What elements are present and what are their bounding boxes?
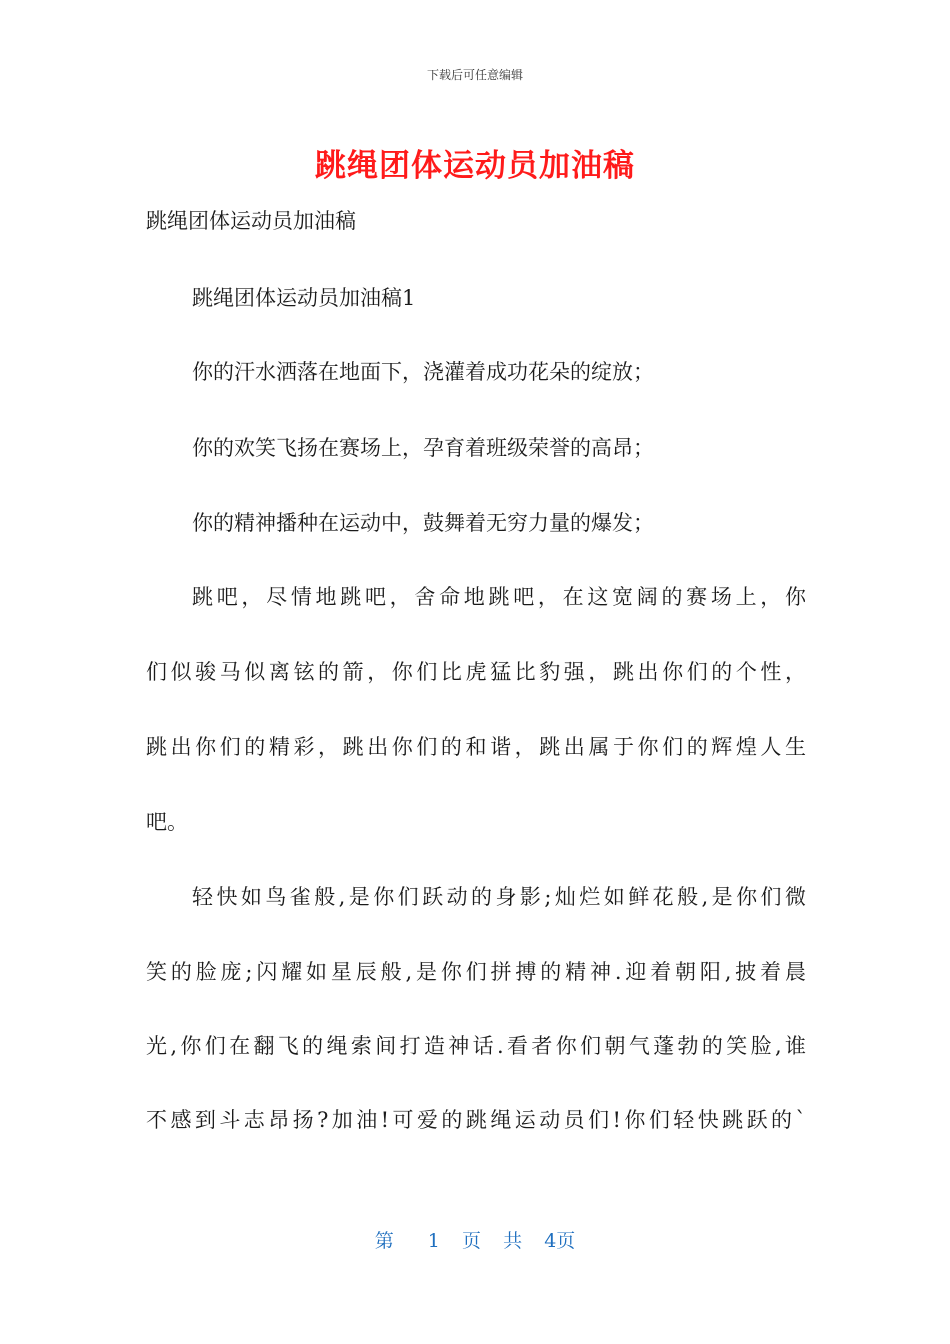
footer-label-gong: 共 (503, 1230, 523, 1252)
page-header-note: 下载后可任意编辑 (426, 68, 523, 82)
verse-line: 你的欢笑飞扬在赛场上，孕育着班级荣誉的高昂； (192, 436, 654, 460)
paragraph-line: 光,你们在翻飞的绳索间打造神话.看者你们朝气蓬勃的笑脸,谁 (146, 1034, 806, 1058)
footer-label-ye: 页 (461, 1230, 481, 1252)
footer-total-pages: 4页 (544, 1230, 576, 1252)
document-subtitle: 跳绳团体运动员加油稿 (146, 209, 356, 233)
paragraph-line: 吧。 (146, 810, 188, 834)
section-heading: 跳绳团体运动员加油稿1 (192, 286, 416, 310)
page-footer (0, 1226, 950, 1253)
verse-line: 你的汗水洒落在地面下，浇灌着成功花朵的绽放； (192, 360, 654, 384)
paragraph-line: 笑的脸庞;闪耀如星辰般,是你们拼搏的精神.迎着朝阳,披着晨 (146, 960, 806, 984)
paragraph-line: 跳吧，尽情地跳吧，舍命地跳吧，在这宽阔的赛场上，你 (192, 585, 806, 609)
paragraph-line: 不感到斗志昂扬?加油!可爱的跳绳运动员们!你们轻快跳跃的` (146, 1108, 806, 1132)
document-title: 跳绳团体运动员加油稿 (315, 148, 635, 184)
paragraph-line: 们似骏马似离铉的箭，你们比虎猛比豹强，跳出你们的个性， (146, 660, 806, 684)
footer-page-number: 1 (427, 1230, 440, 1252)
verse-line: 你的精神播种在运动中，鼓舞着无穷力量的爆发； (192, 511, 654, 535)
paragraph-line: 轻快如鸟雀般,是你们跃动的身影;灿烂如鲜花般,是你们微 (192, 885, 806, 909)
footer-label-di: 第 (374, 1230, 394, 1252)
paragraph-line: 跳出你们的精彩，跳出你们的和谐，跳出属于你们的辉煌人生 (146, 735, 806, 759)
